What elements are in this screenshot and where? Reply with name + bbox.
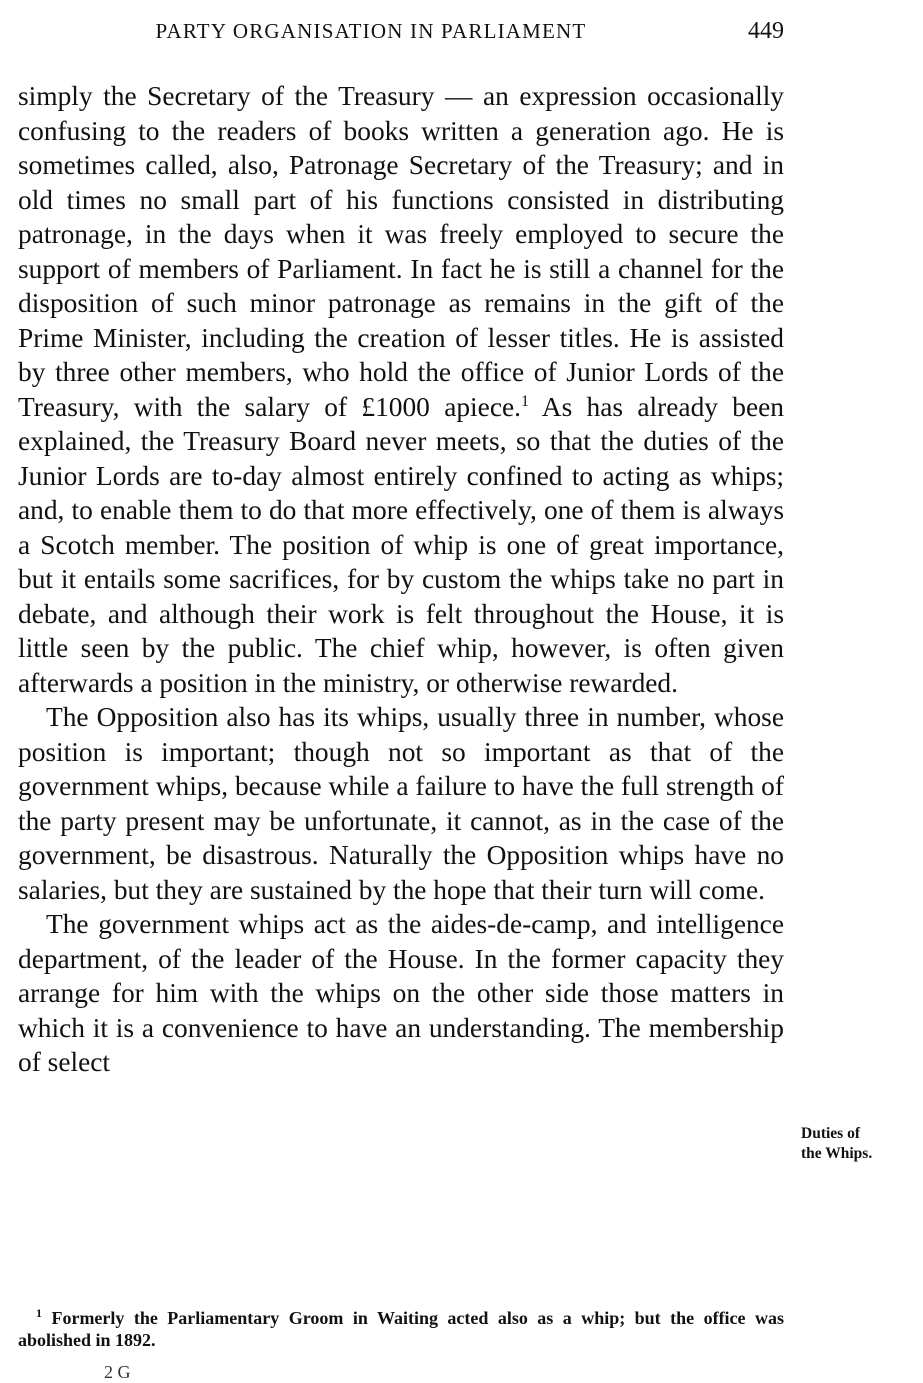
paragraph-1 (18, 79, 784, 700)
signature-mark: 2 G (104, 1362, 131, 1382)
margin-note-line-1: Duties of (801, 1125, 860, 1142)
footnote-reference[interactable]: 1 (520, 392, 529, 410)
footnote-mark: 1 (36, 1306, 42, 1320)
page-number: 449 (748, 17, 784, 44)
footnote-paragraph (18, 1307, 784, 1351)
main-text (18, 79, 784, 1080)
margin-note (801, 1124, 917, 1164)
running-title: PARTY ORGANISATION IN PARLIAMENT (155, 18, 587, 43)
footnote (18, 1307, 784, 1351)
paragraph-1-text: simply the Secretary of the Treasury — an expression occasionally confusing to the readers of books written a generation ago. He is sometimes called, also, Patronage Secretary of the Treasury; and in old times no small part of his functions consisted in distributing patronage, in the days when it was freely employed to secure the support of members of Parliament. In fact he is still a channel for the disposition of such minor patronage as remains in the gift of the Prime Minister, including the creation of lesser titles. He is assisted by three other members, who hold the office of Junior Lords of the Treasury, with the salary of £1000 apiece. (18, 81, 784, 422)
paragraph-3: The government whips act as the aides-de-camp, and intelligence department, of the leader of the House. In the former capacity they arrange for him with the whips on the other side those matters in which it is a convenience to have an understanding. The membership of select (18, 909, 784, 1077)
margin-note-line-2: the Whips. (801, 1145, 873, 1162)
running-head (18, 14, 784, 48)
footnote-text: Formerly the Parliamentary Groom in Waiting acted also as a whip; but the office was abolished in 1892. (18, 1308, 784, 1350)
paragraph-2: The Opposition also has its whips, usually three in number, whose position is important; though not so important as that of the government whips, because while a failure to have the full strength of the party present may be unfortunate, it cannot, as in the case of the government, be disastrous. Naturally the Opposition whips have no salaries, but they are sustained by the hope that their turn will come. (18, 702, 784, 905)
paragraph-1-continuation: As has already been explained, the Treasury Board never meets, so that the duties of the Junior Lords are to-day almost entirely confined to acting as whips; and, to enable them to do that more effectively, one of them is always a Scotch member. The position of whip is one of great importance, but it entails some sacrifices, for by custom the whips take no part in debate, and although their work is felt throughout the House, it is little seen by the public. The chief whip, however, is often given afterwards a position in the ministry, or otherwise rewarded. (18, 391, 784, 698)
